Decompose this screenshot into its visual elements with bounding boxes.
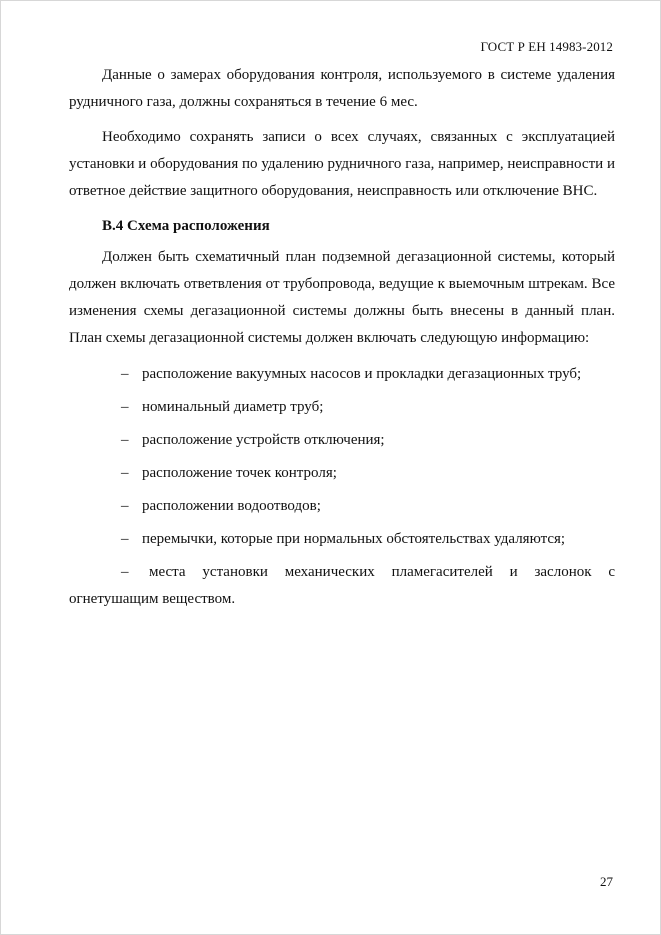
dash-bullet: – (121, 531, 129, 547)
section-paragraph: Должен быть схематичный план подземной дегазационной системы, который должен включать ответвления от трубопровода, ведущие к выемочным штрекам. Все изменения схемы дегазационной системы должны быть внесены в данный план. План схемы дегазационной системы должен включать следующую информацию: (69, 249, 615, 346)
dash-bullet: – (121, 399, 129, 415)
dash-bullet: – (121, 564, 129, 580)
list-item-text: расположение точек контроля; (142, 465, 337, 481)
list-item (69, 361, 615, 388)
list-item-text: расположение устройств отключения; (142, 432, 385, 448)
list-item (69, 427, 615, 454)
dash-bullet: – (121, 498, 129, 514)
list-item (69, 460, 615, 487)
list-item-text: места установки механических пламегасителей и заслонок с огнетушащим веществом. (69, 564, 615, 607)
page-number: 27 (600, 874, 613, 889)
section-heading: В.4 Схема расположения (102, 218, 270, 234)
list-item (69, 559, 615, 613)
document-content (69, 62, 615, 613)
dash-bullet: – (121, 366, 129, 382)
list-item-text: номинальный диаметр труб; (142, 399, 324, 415)
list-item-text: перемычки, которые при нормальных обстоятельствах удаляются; (142, 531, 566, 547)
paragraph-records: Необходимо сохранять записи о всех случаях, связанных с эксплуатацией установки и оборудования по удалению рудничного газа, например, неисправности и ответное действие защитного оборудования, неисправность или отключение ВНС. (69, 129, 615, 199)
dash-bullet: – (121, 465, 129, 481)
list-item (69, 493, 615, 520)
list-item-text: расположении водоотводов; (142, 498, 321, 514)
document-code: ГОСТ Р ЕН 14983-2012 (480, 39, 613, 54)
list-item-text: расположение вакуумных насосов и прокладки дегазационных труб; (142, 366, 582, 382)
dash-bullet: – (121, 432, 129, 448)
paragraph-measurement-data: Данные о замерах оборудования контроля, используемого в системе удаления рудничного газа, должны сохраняться в течение 6 мес. (69, 67, 615, 110)
required-information-list (69, 361, 615, 613)
list-item (69, 526, 615, 553)
list-item (69, 394, 615, 421)
